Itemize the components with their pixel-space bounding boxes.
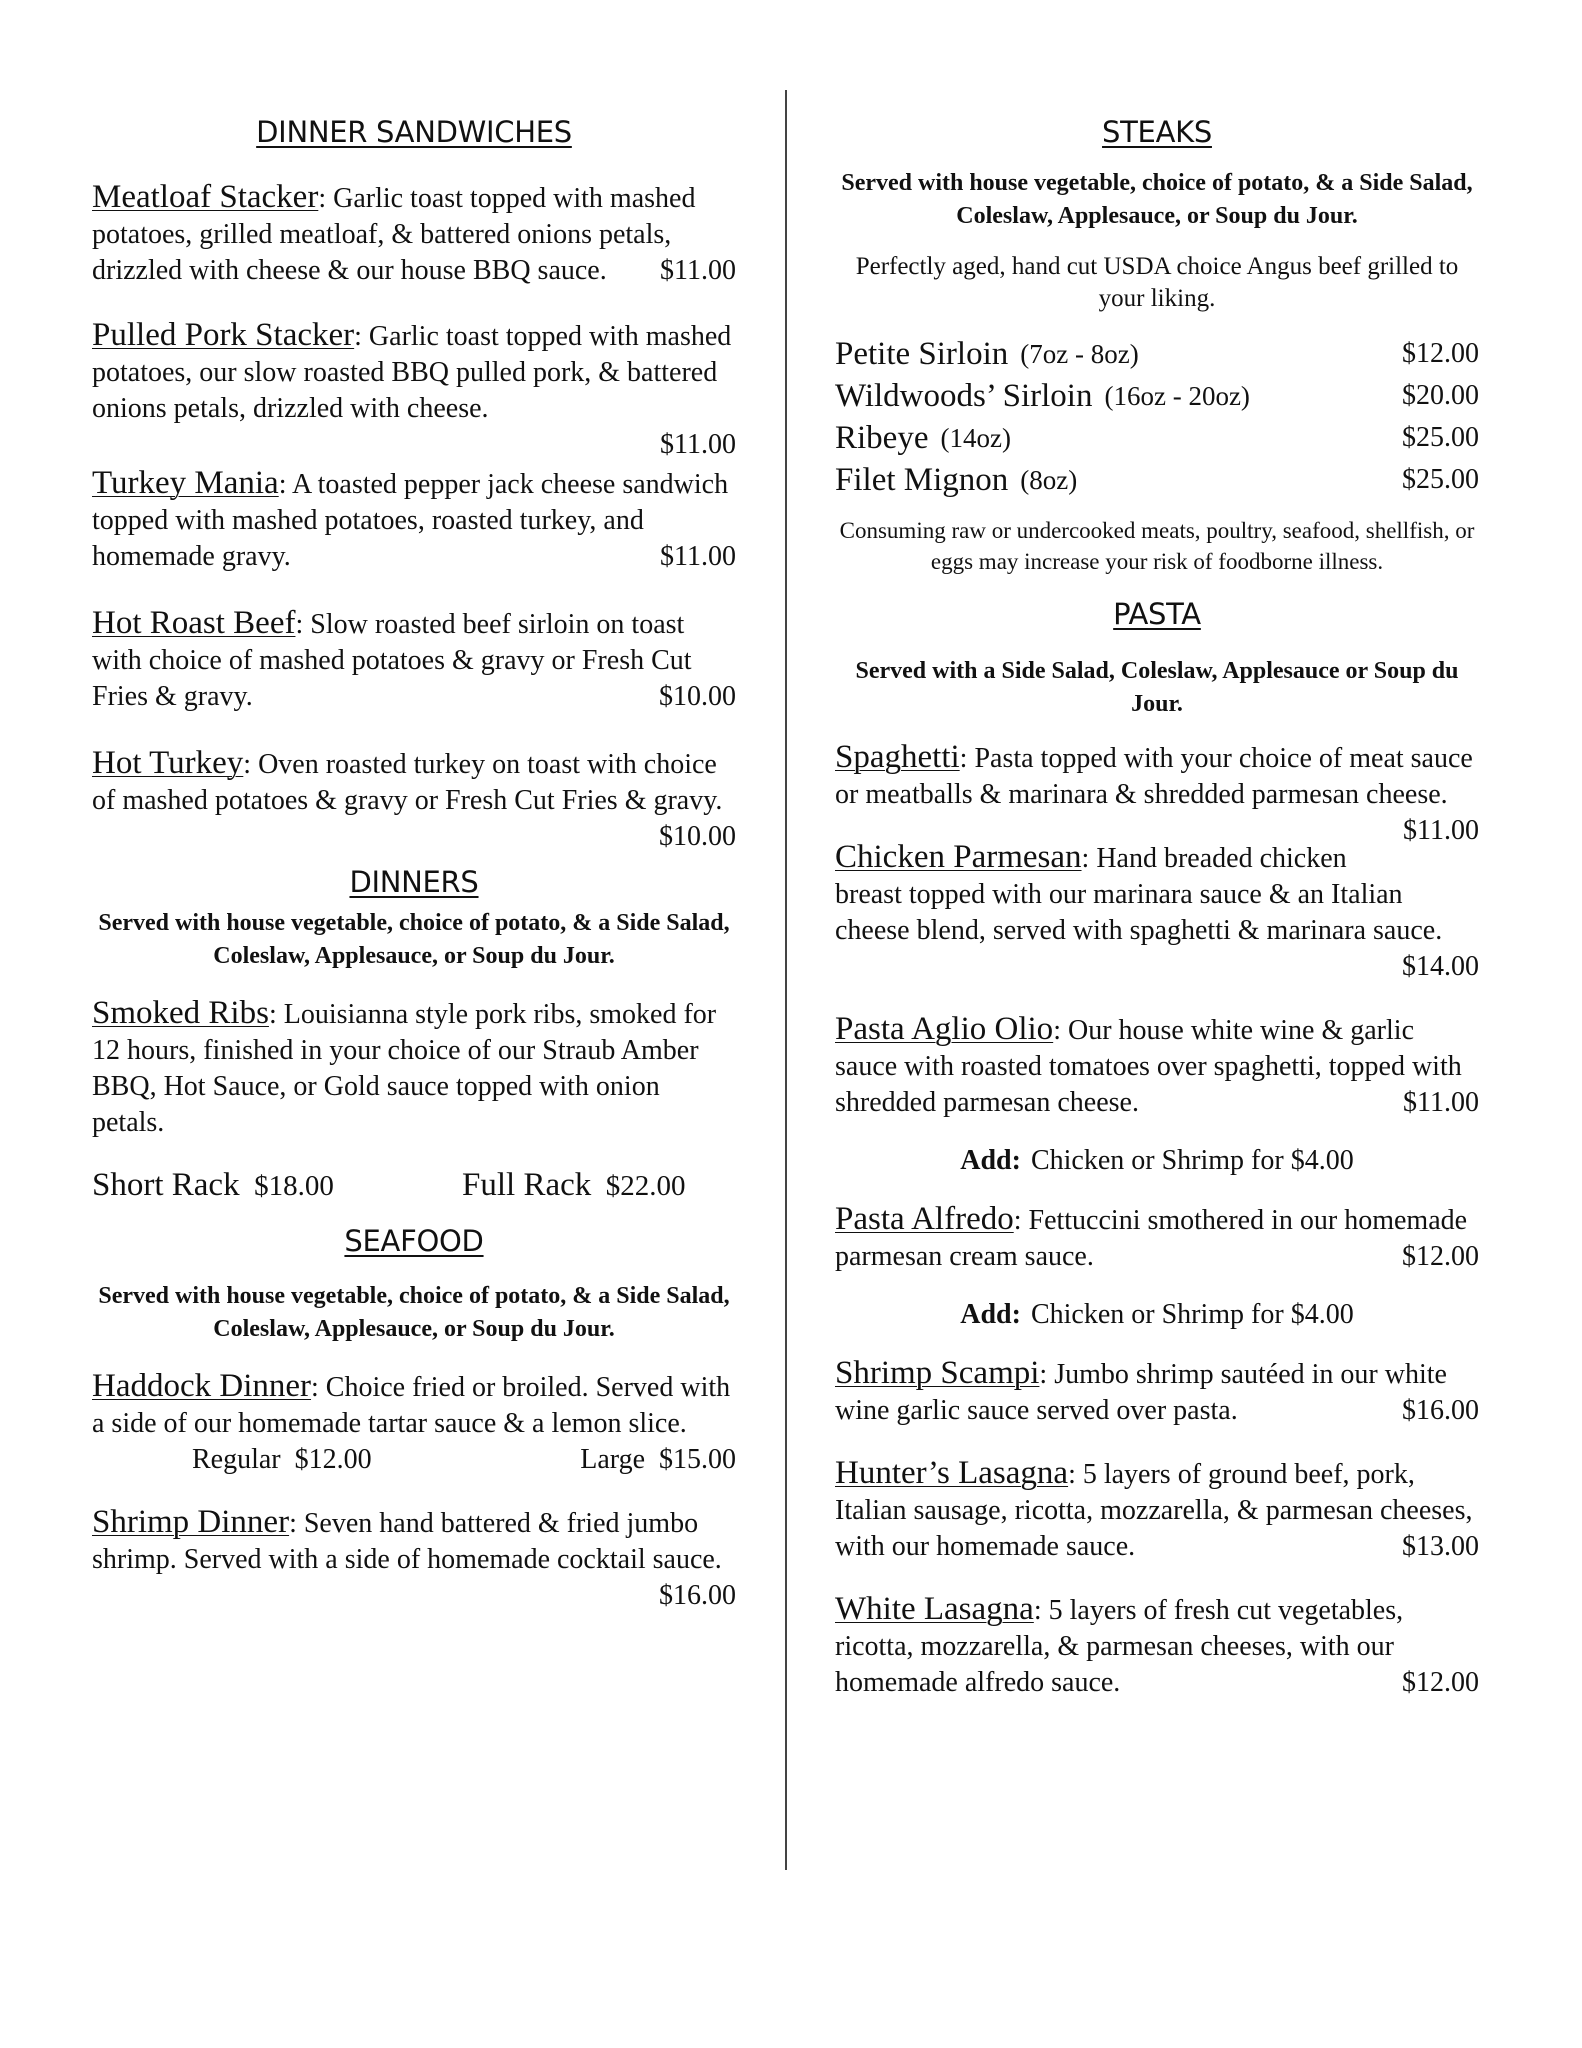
item-name: Chicken Parmesan [835,839,1082,875]
steak-size: (8oz) [1020,465,1078,495]
item-name: Pulled Pork Stacker [92,317,355,353]
steak-item [835,375,1479,417]
item-desc: Pasta topped with your choice of meat sauce or meatballs & marinara & shredded parmesan cheese. [835,743,1473,810]
steak-price: $20.00 [1402,380,1479,411]
steak-size: (14oz) [940,423,1011,453]
item-desc: Fettuccini smothered in our homemade parmesan cream sauce. [835,1205,1468,1272]
menu-item: Turkey Mania: A toasted pepper jack cheese sandwich topped with mashed potatoes, roasted turkey, and homemade gravy. $11.00 [92,465,736,575]
item-desc: 5 layers of ground beef, pork, Italian sausage, ricotta, mozzarella, & parmesan cheeses, with our homemade sauce. [835,1459,1473,1562]
short-rack: Short Rack $18.00 [92,1167,334,1203]
item-desc: 5 layers of fresh cut vegetables, ricotta, mozzarella, & parmesan cheeses, with our homemade alfredo sauce. [835,1595,1404,1698]
steak-item [835,333,1479,375]
item-price: $12.00 [1402,1241,1479,1272]
item-price: $14.00 [1402,951,1479,982]
menu-item: Pulled Pork Stacker: Garlic toast topped with mashed potatoes, our slow roasted BBQ pulled pork, & battered onions petals, drizzled with cheese. $11.00 [92,317,736,463]
item-desc: Hand breaded chicken breast topped with our marinara sauce & an Italian cheese blend, served with spaghetti & marinara sauce. [835,843,1443,946]
served-with-note: Served with house vegetable, choice of potato, & a Side Salad, Coleslaw, Applesauce, or Soup du Jour. [98,1283,730,1342]
steak-item [835,459,1479,501]
item-desc: Louisianna style pork ribs, smoked for 12 hours, finished in your choice of our Straub Amber BBQ, Hot Sauce, or Gold sauce topped with onion petals. [92,999,717,1138]
steak-name: Filet Mignon [835,462,1009,498]
menu-item: Hot Turkey: Oven roasted turkey on toast with choice of mashed potatoes & gravy or Fresh Cut Fries & gravy. $10.00 [92,745,736,819]
item-price: $12.00 [1402,1667,1479,1698]
steak-price: $25.00 [1402,422,1479,453]
item-price: $11.00 [660,429,736,460]
section-heading-pasta: PASTA [1113,597,1201,631]
menu-item: Pasta Alfredo: Fettuccini smothered in our homemade parmesan cream sauce. $12.00 [835,1201,1479,1275]
item-name: Hot Roast Beef [92,605,296,641]
item-price: $11.00 [1403,815,1479,846]
steak-name: Petite Sirloin [835,336,1009,372]
rib-prices [92,1165,736,1206]
item-name: Pasta Aglio Olio [835,1011,1054,1047]
menu-item: Hunter’s Lasagna: 5 layers of ground beef, pork, Italian sausage, ricotta, mozzarella, & parmesan cheeses, with our homemade sauce. $13.00 [835,1455,1479,1565]
steak-item [835,417,1479,459]
item-name: Turkey Mania [92,465,279,501]
item-price: $10.00 [659,821,736,852]
haddock-sizes [92,1442,736,1478]
add-label: Add: [960,1299,1021,1330]
item-price: $16.00 [1402,1395,1479,1426]
item-price: $11.00 [1403,1087,1479,1118]
item-name: White Lasagna [835,1591,1034,1627]
served-with-note: Served with a Side Salad, Coleslaw, Applesauce or Soup du Jour. [855,658,1459,717]
served-with-note: Served with house vegetable, choice of potato, & a Side Salad, Coleslaw, Applesauce, or Soup du Jour. [841,170,1473,229]
menu-item: Hot Roast Beef: Slow roasted beef sirloin on toast with choice of mashed potatoes & gravy or Fresh Cut Fries & gravy. $10.00 [92,605,736,715]
menu-item: Meatloaf Stacker: Garlic toast topped with mashed potatoes, grilled meatloaf, & battered onions petals, drizzled with cheese & our house BBQ sauce. $11.00 [92,179,736,289]
item-desc: A toasted pepper jack cheese sandwich topped with mashed potatoes, roasted turkey, and homemade gravy. [92,469,729,572]
item-name: Spaghetti [835,739,960,775]
full-rack: Full Rack $22.00 [462,1167,686,1203]
menu-item: Smoked Ribs: Louisianna style pork ribs, smoked for 12 hours, finished in your choice of our Straub Amber BBQ, Hot Sauce, or Gold sauce topped with onion petals. [92,995,717,1138]
section-heading-steaks: STEAKS [1102,115,1212,149]
steak-price: $12.00 [1402,338,1479,369]
item-desc: Garlic toast topped with mashed potatoes, grilled meatloaf, & battered onions petals, drizzled with cheese & our house BBQ sauce. [92,183,696,286]
add-on-note [835,1297,1479,1333]
steak-list [835,333,1479,501]
section-heading-dinner-sandwiches: DINNER SANDWICHES [256,115,572,149]
left-column [92,115,736,1614]
menu-item: Spaghetti: Pasta topped with your choice of meat sauce or meatballs & marinara & shredded parmesan cheese. $11.00 [835,739,1479,813]
steaks-intro: Perfectly aged, hand cut USDA choice Angus beef grilled to your liking. [855,253,1459,312]
item-name: Smoked Ribs [92,995,269,1031]
add-on-note [835,1143,1479,1179]
item-desc: Slow roasted beef sirloin on toast with choice of mashed potatoes & gravy or Fresh Cut Fries & gravy. [92,609,692,712]
steak-size: (16oz - 20oz) [1104,381,1250,411]
menu-item: Pasta Aglio Olio: Our house white wine & garlic sauce with roasted tomatoes over spaghetti, topped with shredded parmesan cheese. $11.00 [835,1011,1479,1121]
section-heading-seafood: SEAFOOD [344,1224,484,1258]
item-name: Hot Turkey [92,745,244,781]
item-price: $16.00 [659,1580,736,1611]
column-divider [785,90,787,1870]
section-heading-dinners: DINNERS [349,865,479,899]
foodborne-warning: Consuming raw or undercooked meats, poultry, seafood, shellfish, or eggs may increase your risk of foodborne illness. [839,518,1475,574]
menu-item: Shrimp Dinner: Seven hand battered & fried jumbo shrimp. Served with a side of homemade cocktail sauce. $16.00 [92,1504,736,1578]
regular-size: Regular $12.00 [192,1444,372,1475]
item-desc: Seven hand battered & fried jumbo shrimp. Served with a side of homemade cocktail sauce. [92,1508,722,1575]
item-desc: Choice fried or broiled. Served with a side of our homemade tartar sauce & a lemon slice. [92,1372,731,1439]
steak-name: Wildwoods’ Sirloin [835,378,1093,414]
item-price: $11.00 [660,255,736,286]
item-desc: Oven roasted turkey on toast with choice of mashed potatoes & gravy or Fresh Cut Fries & gravy. [92,749,723,816]
item-name: Shrimp Scampi [835,1355,1040,1391]
item-price: $10.00 [659,681,736,712]
item-desc: Jumbo shrimp sautéed in our white wine garlic sauce served over pasta. [835,1359,1447,1426]
steak-size: (7oz - 8oz) [1020,339,1139,369]
menu-item: Shrimp Scampi: Jumbo shrimp sautéed in our white wine garlic sauce served over pasta. $16.00 [835,1355,1479,1429]
item-desc: Garlic toast topped with mashed potatoes, our slow roasted BBQ pulled pork, & battered onions petals, drizzled with cheese. [92,321,732,424]
menu-item: Haddock Dinner: Choice fried or broiled. Served with a side of our homemade tartar sauce & a lemon slice. [92,1368,731,1439]
item-name: Meatloaf Stacker [92,179,319,215]
item-price: $13.00 [1402,1531,1479,1562]
right-column [835,115,1479,1701]
add-text: Chicken or Shrimp for $4.00 [1030,1145,1354,1176]
item-name: Pasta Alfredo [835,1201,1014,1237]
item-desc: Our house white wine & garlic sauce with roasted tomatoes over spaghetti, topped with shredded parmesan cheese. [835,1015,1462,1118]
steak-name: Ribeye [835,420,929,456]
add-label: Add: [960,1145,1021,1176]
menu-item: Chicken Parmesan: Hand breaded chicken breast topped with our marinara sauce & an Italian cheese blend, served with spaghetti & marinara sauce. $14.00 [835,839,1479,985]
add-text: Chicken or Shrimp for $4.00 [1030,1299,1354,1330]
item-name: Shrimp Dinner [92,1504,290,1540]
served-with-note: Served with house vegetable, choice of potato, & a Side Salad, Coleslaw, Applesauce, or Soup du Jour. [98,910,730,969]
item-name: Haddock Dinner [92,1368,312,1404]
item-name: Hunter’s Lasagna [835,1455,1069,1491]
item-price: $11.00 [660,541,736,572]
steak-price: $25.00 [1402,464,1479,495]
large-size: Large $15.00 [580,1444,736,1475]
menu-item: White Lasagna: 5 layers of fresh cut vegetables, ricotta, mozzarella, & parmesan cheeses, with our homemade alfredo sauce. $12.00 [835,1591,1479,1701]
